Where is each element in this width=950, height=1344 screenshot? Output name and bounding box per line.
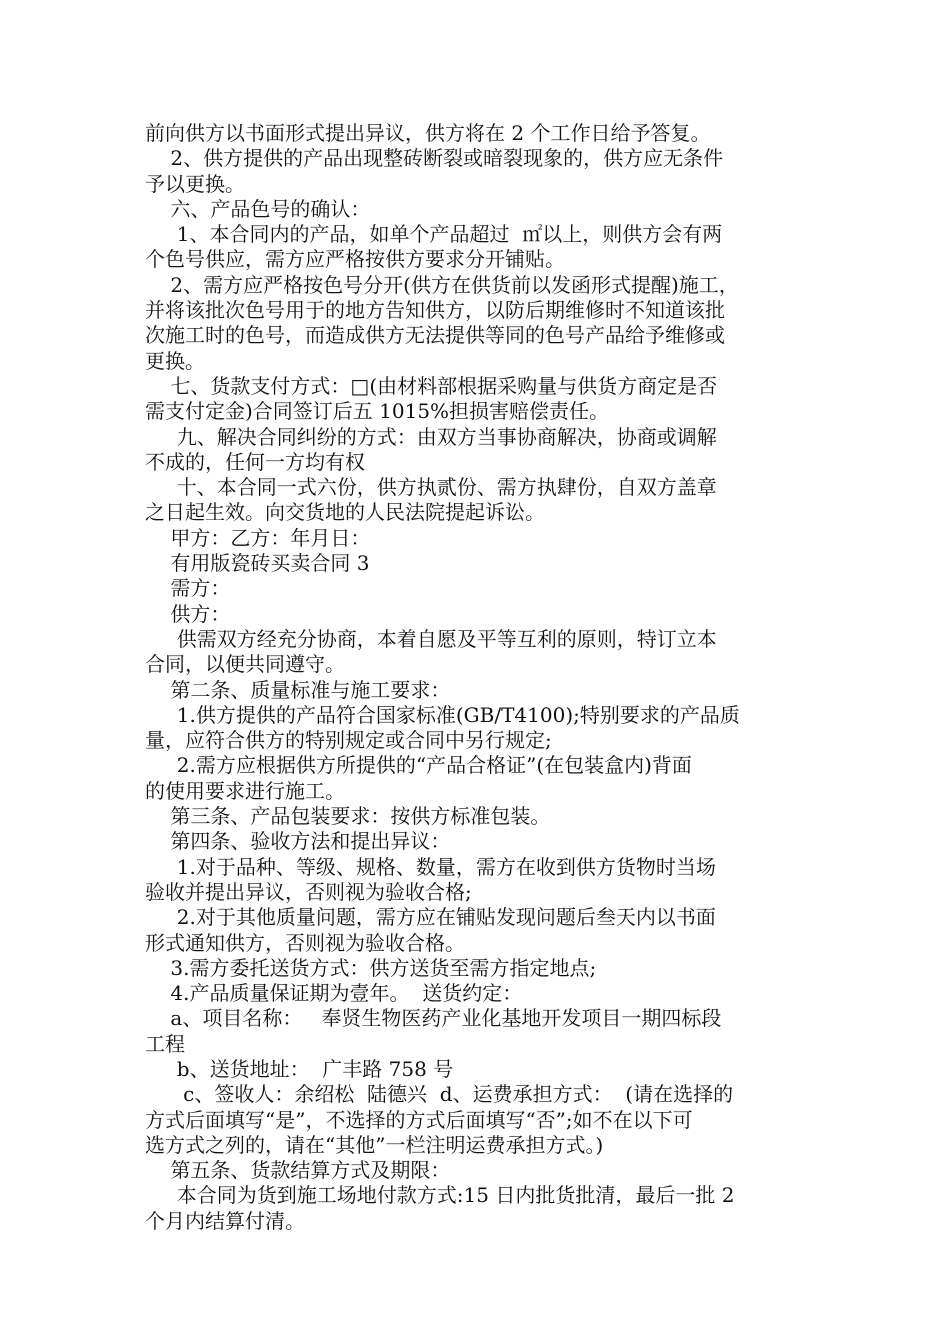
paragraph: [145, 627, 810, 678]
text-line: 选方式之列的，请在“其他”一栏注明运费承担方式。): [145, 1132, 604, 1157]
paragraph: [145, 804, 810, 829]
text-line: 2.对于其他质量问题，需方应在铺贴发现问题后叁天内以书面: [145, 905, 716, 930]
text-line: 并将该批次色号用于的地方告知供方，以防后期维修时不知道该批: [145, 298, 725, 323]
text-line: 供需双方经充分协商，本着自愿及平等互利的原则，特订立本: [145, 626, 717, 651]
paragraph: [145, 753, 810, 804]
text-line: 个色号供应，需方应严格按供方要求分开铺贴。: [145, 247, 565, 272]
text-line: 个月内结算付清。: [145, 1208, 305, 1233]
text-line: 本合同为货到施工场地付款方式:15 日内批货批清，最后一批 2: [145, 1183, 735, 1208]
paragraph: [145, 956, 810, 981]
text-line: 形式通知供方，否则视为验收合格。: [145, 930, 465, 955]
text-line: c、签收人：余绍松 陆德兴 d、运费承担方式： (请在选择的: [145, 1082, 734, 1107]
text-line: 1.对于品种、等级、规格、数量，需方在收到供方货物时当场: [145, 854, 716, 879]
text-line: 十、本合同一式六份，供方执贰份、需方执肆份，自双方盖章: [145, 475, 717, 500]
text-line: 甲方：乙方：年月日：: [145, 525, 371, 550]
text-line: 不成的，任何一方均有权: [145, 449, 365, 474]
text-line: 1.供方提供的产品符合国家标准(GB/T4100);特别要求的产品质: [145, 702, 740, 727]
text-line: 有用版瓷砖买卖合同 3: [145, 551, 370, 576]
paragraph: [145, 374, 810, 425]
text-line: 次施工时的色号，而造成供方无法提供等同的色号产品给予维修或: [145, 323, 725, 348]
text-line: 4.产品质量保证期为壹年。 送货约定：: [145, 981, 523, 1006]
paragraph: [145, 678, 810, 703]
text-line: 七、货款支付方式：□(由材料部根据采购量与供货方商定是否: [145, 373, 718, 398]
paragraph: [145, 981, 810, 1006]
paragraph: [145, 829, 810, 854]
text-line: 九、解决合同纠纷的方式：由双方当事协商解决，协商或调解: [145, 424, 717, 449]
paragraph: [145, 602, 810, 627]
text-line: 量，应符合供方的特别规定或合同中另行规定;: [145, 728, 552, 753]
paragraph: [145, 1057, 810, 1082]
text-line: 2、需方应严格按色号分开(供方在供货前以发函形式提醒)施工，: [145, 272, 739, 297]
text-line: 供方：: [145, 601, 231, 626]
paragraph: [145, 1183, 810, 1234]
text-line: 验收并提出异议，否则视为验收合格;: [145, 879, 472, 904]
paragraph: [145, 121, 810, 146]
text-line: a、项目名称： 奉贤生物医药产业化基地开发项目一期四标段: [145, 1006, 722, 1031]
text-line: 予以更换。: [145, 171, 245, 196]
text-line: 第三条、产品包装要求：按供方标准包装。: [145, 804, 551, 829]
paragraph: [145, 576, 810, 601]
paragraph: [145, 1006, 810, 1057]
text-line: 六、产品色号的确认：: [145, 196, 371, 221]
paragraph: [145, 526, 810, 551]
text-line: 2.需方应根据供方所提供的“产品合格证”(在包装盒内)背面: [145, 753, 692, 778]
paragraph: [145, 273, 810, 374]
text-line: 前向供方以书面形式提出异议，供方将在 2 个工作日给予答复。: [145, 121, 711, 145]
paragraph: [145, 1082, 810, 1158]
paragraph: [145, 855, 810, 906]
text-line: 之日起生效。向交货地的人民法院提起诉讼。: [145, 500, 545, 525]
paragraph: [145, 703, 810, 754]
paragraph: [145, 146, 810, 197]
text-line: 方式后面填写“是”，不选择的方式后面填写“否”;如不在以下可: [145, 1107, 693, 1132]
text-line: 的使用要求进行施工。: [145, 778, 345, 803]
text-line: 工程: [145, 1031, 185, 1056]
paragraph: [145, 197, 810, 222]
text-line: 第二条、质量标准与施工要求：: [145, 677, 451, 702]
contract-body: [145, 121, 810, 1234]
text-line: b、送货地址： 广丰路 758 号: [145, 1056, 454, 1081]
text-line: 3.需方委托送货方式：供方送货至需方指定地点;: [145, 955, 597, 980]
paragraph: [145, 551, 810, 576]
paragraph: [145, 425, 810, 476]
text-line: 合同，以便共同遵守。: [145, 652, 345, 677]
paragraph: [145, 1158, 810, 1183]
text-line: 第四条、验收方法和提出异议：: [145, 829, 451, 854]
text-line: 第五条、货款结算方式及期限：: [145, 1158, 451, 1183]
text-line: 2、供方提供的产品出现整砖断裂或暗裂现象的，供方应无条件: [145, 146, 724, 171]
text-line: 更换。: [145, 348, 205, 373]
text-line: 需支付定金)合同签订后五 1015%担损害赔偿责任。: [145, 399, 610, 424]
text-line: 1、本合同内的产品，如单个产品超过 ㎡以上，则供方会有两: [145, 222, 723, 247]
paragraph: [145, 222, 810, 273]
paragraph: [145, 475, 810, 526]
paragraph: [145, 905, 810, 956]
text-line: 需方：: [145, 576, 231, 601]
